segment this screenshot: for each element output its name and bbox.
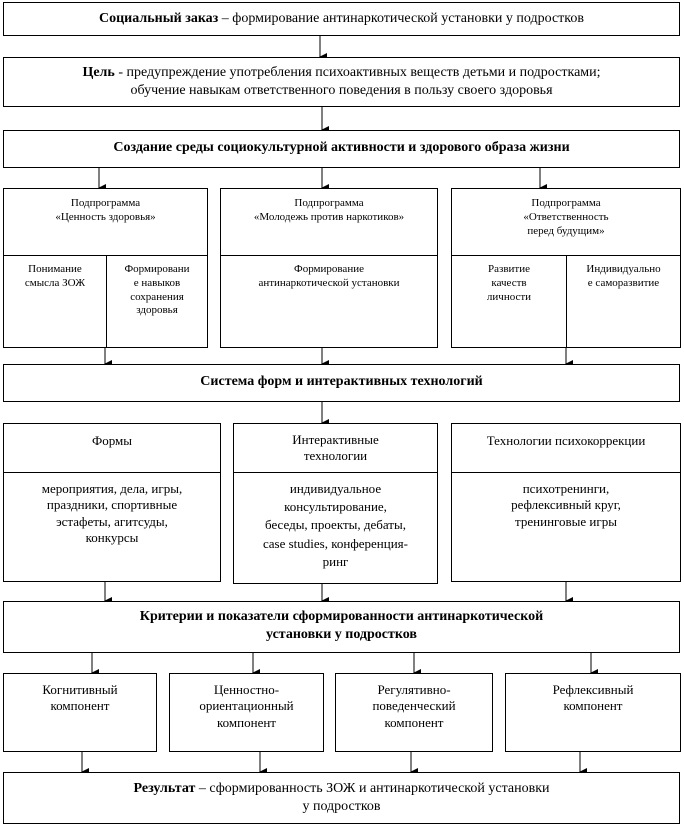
interactive-body: индивидуальное консультирование, беседы, проекты, дебаты, case studies, конференция- ринг (263, 481, 408, 569)
system-text: Система форм и интерактивных технологий (200, 374, 483, 389)
psychocorrection-box (451, 423, 681, 582)
subprogram-health-left: Понимание смысла ЗОЖ (24, 263, 86, 289)
result-text: Результат – сформированность ЗОЖ и антинаркотической установки у подростков (133, 781, 550, 814)
subprogram-responsibility-title: Подпрограмма «Ответственность перед будущим» (523, 197, 609, 237)
subprogram-health-title: Подпрограмма «Ценность здоровья» (55, 197, 156, 223)
value-component-text: Ценностно- ориентационный компонент (199, 682, 294, 730)
subprogram-youth-title: Подпрограмма «Молодежь против наркотиков» (253, 197, 405, 223)
goal-text: Цель - предупреждение употребления психоактивных веществ детьми и подростками; обучение навыкам ответственного поведения в пользу своего здоровья (82, 65, 601, 98)
interactive-title: Интерактивные технологии (292, 432, 379, 464)
psychocorrection-title: Технологии психокоррекции (486, 433, 646, 448)
regulatory-component-text: Регулятивно- поведенческий компонент (372, 682, 456, 730)
forms-title: Формы (91, 433, 133, 448)
goal-box (3, 57, 680, 107)
subprogram-responsibility-right: Индивидуально е саморазвитие (586, 263, 661, 289)
forms-box (3, 423, 221, 582)
subprogram-health-box (3, 188, 208, 348)
criteria-text: Критерии и показатели сформированности антинаркотической установки у подростков (139, 609, 544, 642)
regulatory-component-box (335, 673, 493, 752)
subprogram-responsibility-left: Развитие качеств личности (486, 263, 532, 303)
reflexive-component-text: Рефлексивный компонент (552, 682, 634, 714)
value-component-box (169, 673, 324, 752)
environment-text: Создание среды социокультурной активности и здорового образа жизни (113, 140, 570, 155)
subprogram-responsibility-box (451, 188, 681, 348)
forms-body: мероприятия, дела, игры, праздники, спортивные эстафеты, агитсуды, конкурсы (41, 481, 183, 545)
social-order-box (3, 2, 680, 36)
subprogram-youth-body: Формирование антинаркотической установки (258, 263, 400, 289)
system-box (3, 364, 680, 402)
social-order-text: Социальный заказ – формирование антинаркотической установки у подростков (99, 11, 584, 26)
interactive-box (233, 423, 438, 584)
result-box (3, 772, 680, 824)
criteria-box (3, 601, 680, 653)
psychocorrection-body: психотренинги, рефлексивный круг, тренинговые игры (511, 481, 621, 529)
subprogram-youth-box (220, 188, 438, 348)
subprogram-health-right: Формировани е навыков сохранения здоровья (124, 263, 190, 317)
cognitive-component-box (3, 673, 157, 752)
environment-box (3, 130, 680, 168)
reflexive-component-box (505, 673, 681, 752)
cognitive-component-text: Когнитивный компонент (42, 682, 118, 714)
